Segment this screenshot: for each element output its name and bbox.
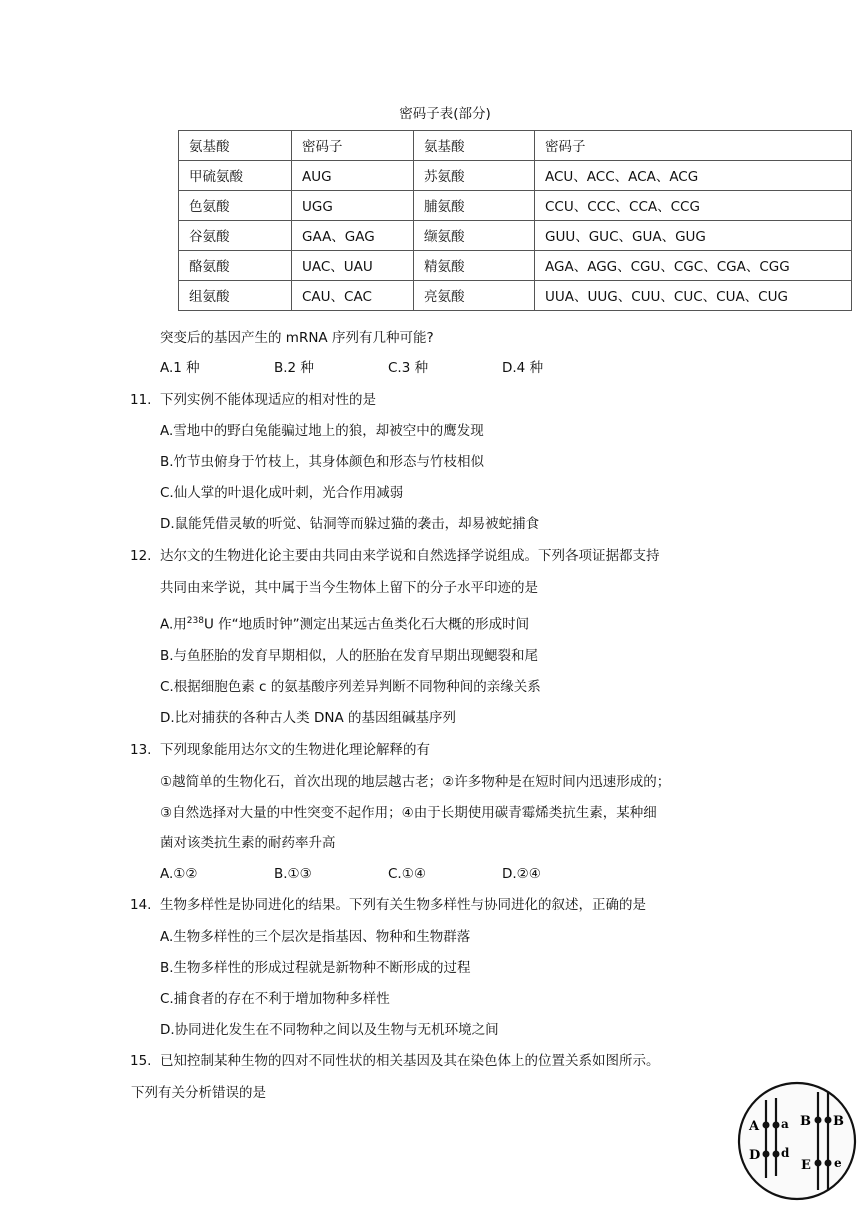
q12-option-a-prefix: A.用: [160, 616, 187, 633]
q12-option-a: [160, 611, 529, 635]
q10-option-a: A.1 种: [160, 360, 200, 376]
table-cell: 精氨酸: [414, 251, 535, 281]
q13-line-3: 菌对该类抗生素的耐药率升高: [160, 835, 336, 851]
q12-option-c: C.根据细胞色素 c 的氨基酸序列差异判断不同物种间的亲缘关系: [160, 679, 541, 695]
table-cell: 亮氨酸: [414, 281, 535, 311]
gene-label: D: [749, 1148, 761, 1163]
q13-option-c: C.①④: [388, 866, 426, 882]
gene-locus: [763, 1151, 770, 1158]
table-cell: GUU、GUC、GUA、GUG: [535, 221, 852, 251]
table-cell: 苏氨酸: [414, 161, 535, 191]
gene-locus: [815, 1160, 822, 1167]
chromosome-diagram: [736, 1080, 858, 1202]
gene-locus: [763, 1122, 770, 1129]
header-cell: 氨基酸: [414, 131, 535, 161]
table-cell: UUA、UUG、CUU、CUC、CUA、CUG: [535, 281, 852, 311]
gene-locus: [773, 1151, 780, 1158]
q11-option-d: D.鼠能凭借灵敏的听觉、钻洞等而躲过猫的袭击，却易被蛇捕食: [160, 516, 540, 532]
q14-option-c: C.捕食者的存在不利于增加物种多样性: [160, 991, 390, 1007]
q15-number: 15.: [130, 1053, 152, 1069]
table-row: [179, 161, 852, 191]
table-title: 密码子表(部分): [399, 106, 491, 122]
table-cell: 谷氨酸: [179, 221, 292, 251]
table-cell: 脯氨酸: [414, 191, 535, 221]
table-cell: CCU、CCC、CCA、CCG: [535, 191, 852, 221]
table-cell: 组氨酸: [179, 281, 292, 311]
table-cell: 缬氨酸: [414, 221, 535, 251]
q15-stem-line2: 下列有关分析错误的是: [131, 1085, 266, 1101]
q11-option-a: A.雪地中的野白兔能骗过地上的狼，却被空中的鹰发现: [160, 423, 484, 439]
q13-line-1: ①越简单的生物化石，首次出现的地层越古老；②许多物种是在短时间内迅速形成的；: [160, 774, 671, 790]
gene-locus: [825, 1117, 832, 1124]
gene-label: d: [781, 1146, 790, 1160]
codon-table: [178, 130, 852, 311]
table-cell: 色氨酸: [179, 191, 292, 221]
q14-number: 14.: [130, 897, 152, 913]
q11-option-b: B.竹节虫俯身于竹枝上，其身体颜色和形态与竹枝相似: [160, 454, 485, 470]
gene-label: a: [781, 1117, 789, 1131]
q10-option-c: C.3 种: [388, 360, 429, 376]
q12-option-d: D.比对捕获的各种古人类 DNA 的基因组碱基序列: [160, 710, 456, 726]
table-cell: GAA、GAG: [292, 221, 414, 251]
table-cell: AGA、AGG、CGU、CGC、CGA、CGG: [535, 251, 852, 281]
gene-label: B: [800, 1114, 811, 1129]
q13-option-b: B.①③: [274, 866, 312, 882]
q12-stem-line2: 共同由来学说，其中属于当今生物体上留下的分子水平印迹的是: [160, 580, 538, 596]
q14-option-d: D.协同进化发生在不同物种之间以及生物与无机环境之间: [160, 1022, 499, 1038]
q10-option-d: D.4 种: [502, 360, 544, 376]
gene-locus: [773, 1122, 780, 1129]
q12-option-a-rest: U 作“地质时钟”测定出某远古鱼类化石大概的形成时间: [203, 616, 530, 633]
table-cell: 甲硫氨酸: [179, 161, 292, 191]
table-cell: CAU、CAC: [292, 281, 414, 311]
gene-label: e: [834, 1156, 842, 1170]
q12-stem-line1: 达尔文的生物进化论主要由共同由来学说和自然选择学说组成。下列各项证据都支持: [160, 548, 660, 564]
gene-locus: [825, 1160, 832, 1167]
q14-option-a: A.生物多样性的三个层次是指基因、物种和生物群落: [160, 929, 471, 945]
q13-line-2: ③自然选择对大量的中性突变不起作用；④由于长期使用碳青霉烯类抗生素，某种细: [160, 805, 657, 821]
gene-label: B: [833, 1114, 844, 1129]
table-row: [179, 251, 852, 281]
q15-stem-line1: 已知控制某种生物的四对不同性状的相关基因及其在染色体上的位置关系如图所示。: [160, 1053, 660, 1069]
figure-circle: [739, 1083, 855, 1199]
q11-stem: 下列实例不能体现适应的相对性的是: [160, 392, 376, 408]
gene-locus: [815, 1117, 822, 1124]
q10-stem: 突变后的基因产生的 mRNA 序列有几种可能?: [160, 330, 434, 346]
q11-number: 11.: [130, 392, 152, 408]
table-cell: UAC、UAU: [292, 251, 414, 281]
header-cell: 密码子: [535, 131, 852, 161]
table-cell: UGG: [292, 191, 414, 221]
gene-label: A: [749, 1119, 760, 1134]
q12-option-a-sup: 238: [186, 616, 204, 626]
q13-option-d: D.②④: [502, 866, 541, 882]
table-row: [179, 221, 852, 251]
table-row: [179, 281, 852, 311]
gene-label: E: [801, 1158, 811, 1173]
q14-stem: 生物多样性是协同进化的结果。下列有关生物多样性与协同进化的叙述，正确的是: [160, 897, 646, 913]
q13-option-a: A.①②: [160, 866, 198, 882]
table-cell: AUG: [292, 161, 414, 191]
table-cell: ACU、ACC、ACA、ACG: [535, 161, 852, 191]
q13-stem: 下列现象能用达尔文的生物进化理论解释的有: [160, 742, 430, 758]
table-row: [179, 191, 852, 221]
q13-number: 13.: [130, 742, 152, 758]
header-cell: 密码子: [292, 131, 414, 161]
q12-option-b: B.与鱼胚胎的发育早期相似，人的胚胎在发育早期出现鳃裂和尾: [160, 648, 539, 664]
table-header-row: [179, 131, 852, 161]
q12-number: 12.: [130, 548, 152, 564]
q10-option-b: B.2 种: [274, 360, 314, 376]
q14-option-b: B.生物多样性的形成过程就是新物种不断形成的过程: [160, 960, 471, 976]
q11-option-c: C.仙人掌的叶退化成叶刺，光合作用减弱: [160, 485, 404, 501]
header-cell: 氨基酸: [179, 131, 292, 161]
table-cell: 酪氨酸: [179, 251, 292, 281]
